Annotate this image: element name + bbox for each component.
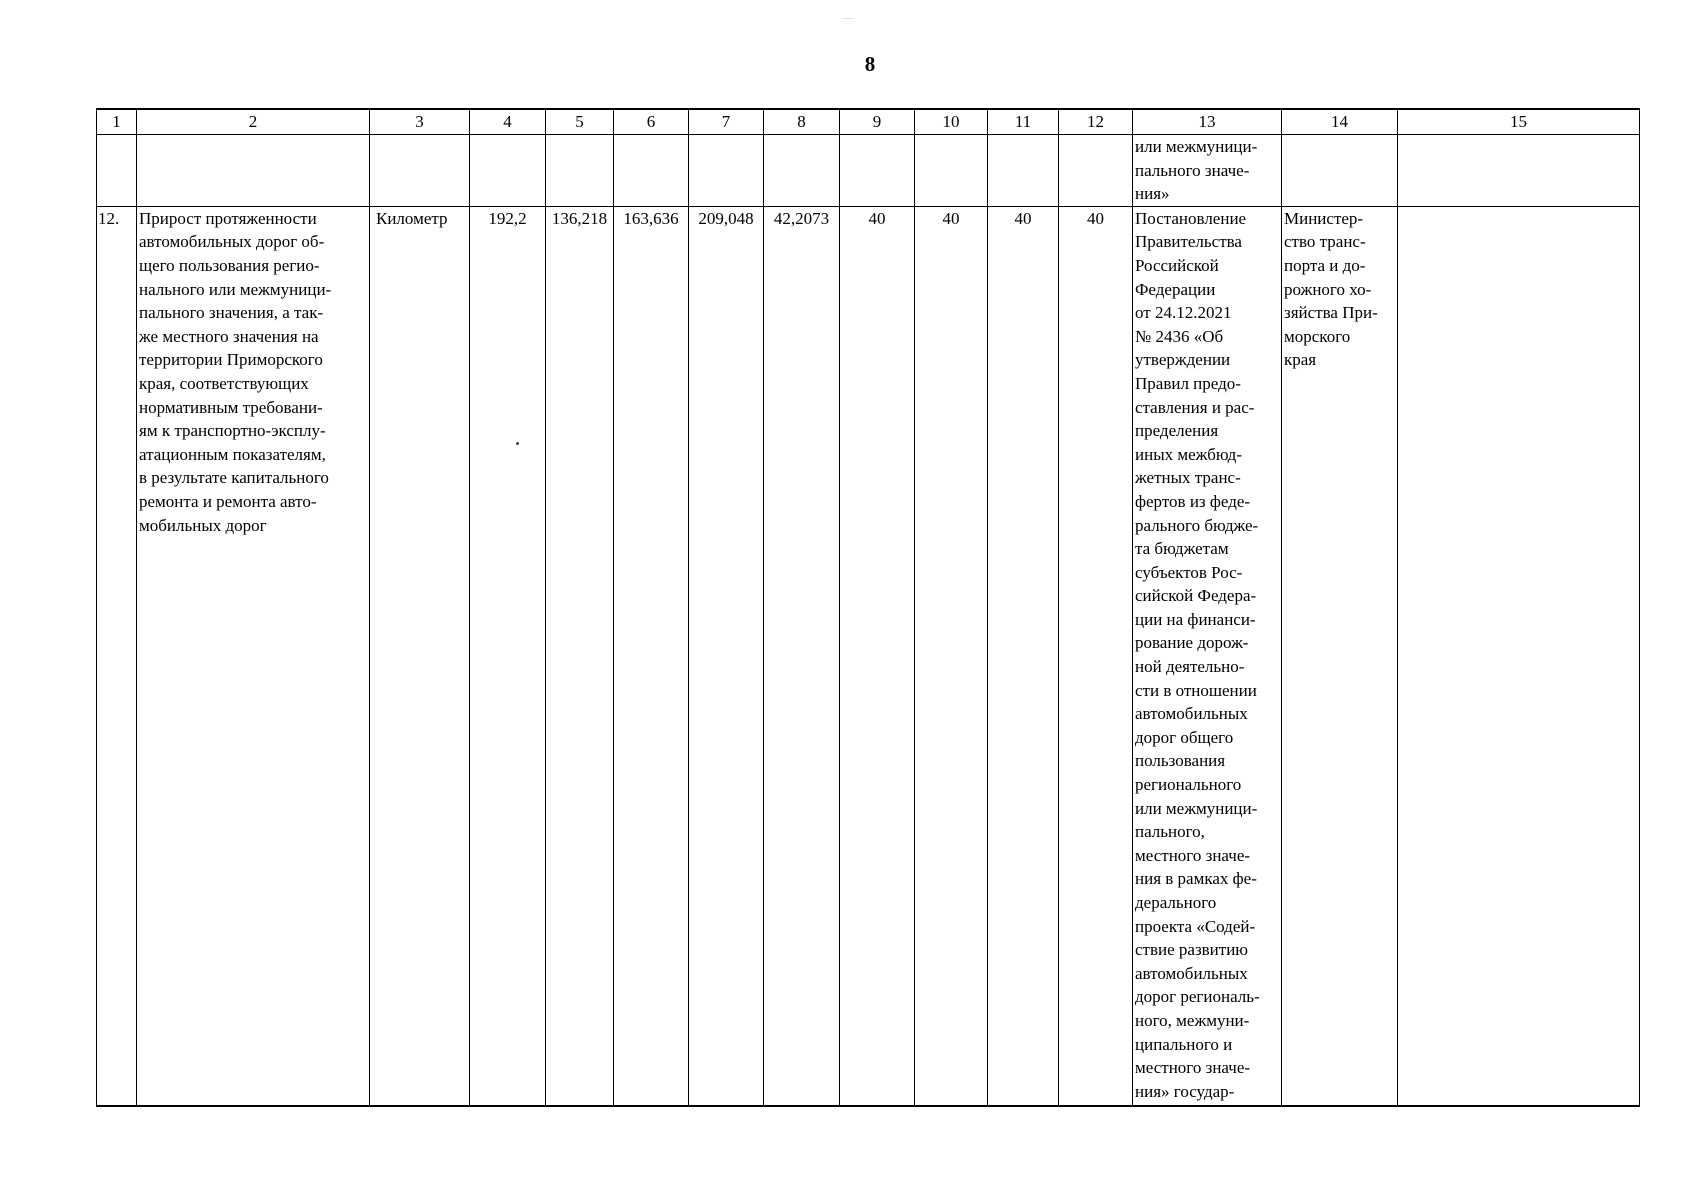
value-cell-8: 42,2073 xyxy=(764,206,840,1106)
page-number: 8 xyxy=(864,52,876,76)
cont-cell-2 xyxy=(137,135,370,207)
header-cell-11: 11 xyxy=(988,109,1059,135)
legal-basis-cell: Постановление Правительства Российской Федерации от 24.12.2021 № 2436 «Об утверждении Правил предо- ставления и рас- пределения иных межбюд- жетных транс- фертов из феде- рального бюдже- та бюджетам субъектов Рос- сийской Федера- ции на финанси- рование дорож- ной деятельно- сти в отношении автомобильных дорог общего пользования регионального или межмуници- пального, местного значе- ния в рамках фе- дерального проекта «Содей- ствие развитию автомобильных дорог региональ- ного, межмуни- ципального и местного значе- ния» государ- xyxy=(1133,206,1282,1106)
header-cell-6: 6 xyxy=(614,109,689,135)
header-cell-9: 9 xyxy=(840,109,915,135)
cont-cell-10 xyxy=(915,135,988,207)
header-cell-8: 8 xyxy=(764,109,840,135)
table-row-continuation xyxy=(97,135,1640,207)
cont-cell-11 xyxy=(988,135,1059,207)
cont-cell-9 xyxy=(840,135,915,207)
header-cell-15: 15 xyxy=(1398,109,1640,135)
row-number-cell: 12. xyxy=(97,206,137,1106)
header-cell-3: 3 xyxy=(370,109,470,135)
value-cell-9: 40 xyxy=(840,206,915,1106)
indicator-name-cell: Прирост протяженности автомобильных дорог об- щего пользования регио- нального или межмуници- пального значения, а так- же местного значения на территории Приморского края, соответствующих нормативным требовани- ям к транспортно-эксплу- атационным показателям, в результате капитального ремонта и ремонта авто- мобильных дорог xyxy=(137,206,370,1106)
header-cell-10: 10 xyxy=(915,109,988,135)
cont-cell-3 xyxy=(370,135,470,207)
cont-cell-5 xyxy=(546,135,614,207)
value-cell-15 xyxy=(1398,206,1640,1106)
cont-cell-4 xyxy=(470,135,546,207)
header-cell-1: 1 xyxy=(97,109,137,135)
cont-cell-12 xyxy=(1059,135,1133,207)
header-cell-12: 12 xyxy=(1059,109,1133,135)
table-header-row xyxy=(97,109,1640,135)
cont-cell-8 xyxy=(764,135,840,207)
cont-cell-15 xyxy=(1398,135,1640,207)
value-cell-10: 40 xyxy=(915,206,988,1106)
value-cell-4: 192,2 xyxy=(470,206,546,1106)
header-cell-2: 2 xyxy=(137,109,370,135)
value-cell-12: 40 xyxy=(1059,206,1133,1106)
header-cell-4: 4 xyxy=(470,109,546,135)
value-cell-11: 40 xyxy=(988,206,1059,1106)
cont-cell-14 xyxy=(1282,135,1398,207)
value-cell-6: 163,636 xyxy=(614,206,689,1106)
header-cell-5: 5 xyxy=(546,109,614,135)
cont-cell-6 xyxy=(614,135,689,207)
scan-speck xyxy=(516,442,519,445)
data-table xyxy=(96,108,1640,1107)
table-row-12 xyxy=(97,206,1640,1106)
cont-cell-7 xyxy=(689,135,764,207)
value-cell-7: 209,048 xyxy=(689,206,764,1106)
unit-cell: Километр xyxy=(370,206,470,1106)
header-cell-14: 14 xyxy=(1282,109,1398,135)
header-cell-7: 7 xyxy=(689,109,764,135)
scan-artifact xyxy=(842,18,854,19)
cont-cell-1 xyxy=(97,135,137,207)
header-cell-13: 13 xyxy=(1133,109,1282,135)
value-cell-5: 136,218 xyxy=(546,206,614,1106)
cont-cell-legal-basis: или межмуници- пального значе- ния» xyxy=(1133,135,1282,207)
responsible-body-cell: Министер- ство транс- порта и до- рожного хо- зяйства При- морского края xyxy=(1282,206,1398,1106)
